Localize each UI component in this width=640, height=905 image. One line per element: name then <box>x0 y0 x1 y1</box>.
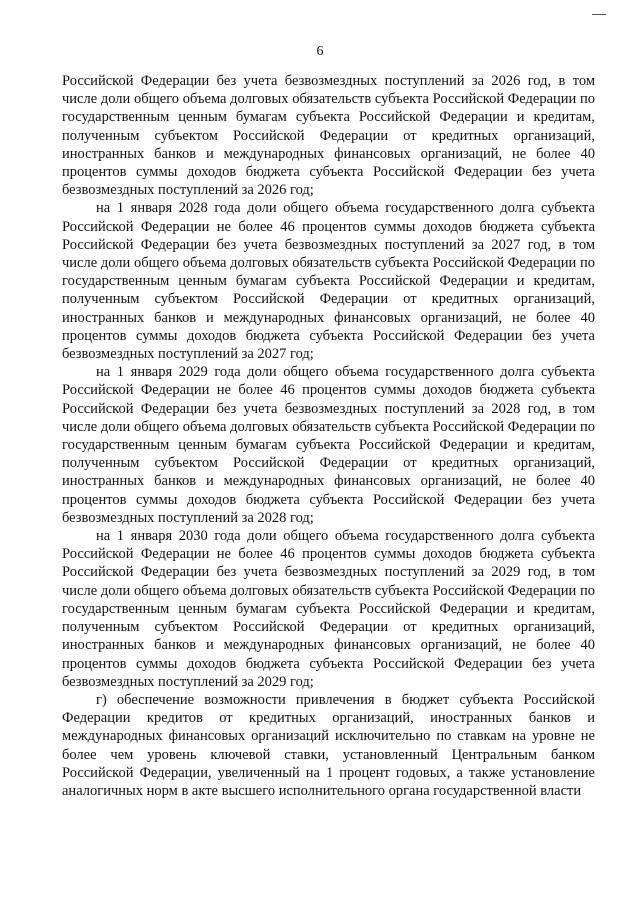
paragraph-2028: на 1 января 2028 года доли общего объема государственного долга субъекта Российской Федерации не более 46 процентов суммы доходов бюджета субъекта Российской Федерации без учета безвозмездных поступлений за 2027 год, в том числе доли общего объема долговых обязательств субъекта Российской Федерации по государственным ценным бумагам субъекта Российской Федерации и кредитам, полученным субъектом Российской Федерации от кредитных организаций, иностранных банков и международных финансовых организаций, не более 40 процентов суммы доходов бюджета субъекта Российской Федерации без учета безвозмездных поступлений за 2027 год; <box>62 200 595 363</box>
paragraph-2029: на 1 января 2029 года доли общего объема государственного долга субъекта Российской Федерации не более 46 процентов суммы доходов бюджета субъекта Российской Федерации без учета безвозмездных поступлений за 2028 год, в том числе доли общего объема долговых обязательств субъекта Российской Федерации по государственным ценным бумагам субъекта Российской Федерации и кредитам, полученным субъектом Российской Федерации от кредитных организаций, иностранных банков и международных финансовых организаций, не более 40 процентов суммы доходов бюджета субъекта Российской Федерации без учета безвозмездных поступлений за 2028 год; <box>62 364 595 526</box>
scan-mark <box>592 14 606 15</box>
paragraph-item-g: г) обеспечение возможности привлечения в бюджет субъекта Российской Федерации кредитов от кредитных организаций, иностранных банков и международных финансовых организаций исключительно по ставкам на уровне не более чем уровень ключевой ставки, установленный Центральным банком Российской Федерации, увеличенный на 1 процент годовых, а также установление аналогичных норм в акте высшего исполнительного органа государственной власти <box>62 691 595 799</box>
paragraph-2030: на 1 января 2030 года доли общего объема государственного долга субъекта Российской Федерации не более 46 процентов суммы доходов бюджета субъекта Российской Федерации без учета безвозмездных поступлений за 2029 год, в том числе доли общего объема долговых обязательств субъекта Российской Федерации по государственным ценным бумагам субъекта Российской Федерации и кредитам, полученным субъектом Российской Федерации от кредитных организаций, иностранных банков и международных финансовых организаций, не более 40 процентов суммы доходов бюджета субъекта Российской Федерации без учета безвозмездных поступлений за 2029 год; <box>62 528 595 690</box>
document-body <box>62 72 595 800</box>
paragraph-continuation-2026: Российской Федерации без учета безвозмездных поступлений за 2026 год, в том числе доли общего объема долговых обязательств субъекта Российской Федерации по государственным ценным бумагам субъекта Российской Федерации и кредитам, полученным субъектом Российской Федерации от кредитных организаций, иностранных банков и международных финансовых организаций, не более 40 процентов суммы доходов бюджета субъекта Российской Федерации без учета безвозмездных поступлений за 2026 год; <box>62 73 595 199</box>
page-number: 6 <box>316 44 324 59</box>
